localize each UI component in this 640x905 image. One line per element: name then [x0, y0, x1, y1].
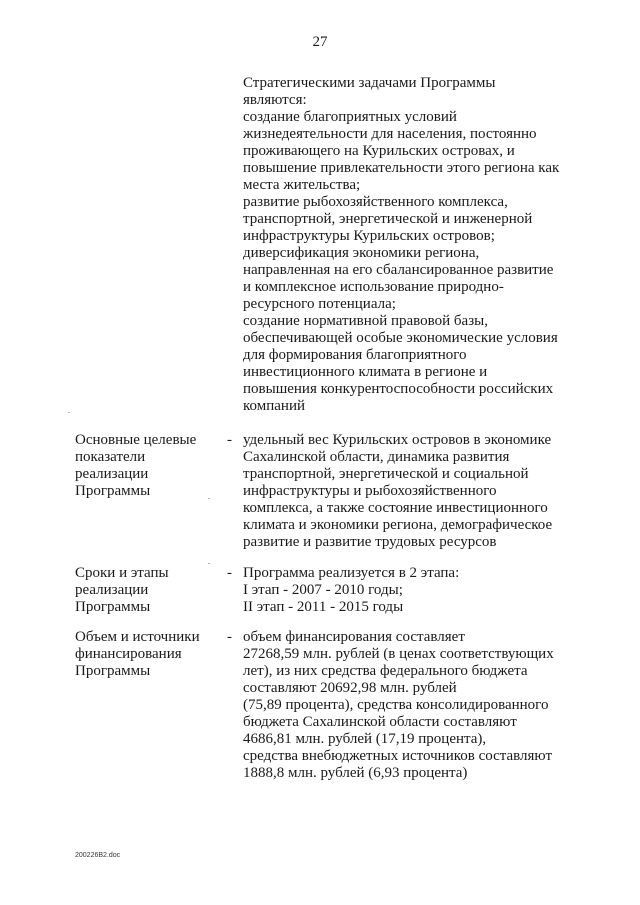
section-dash: -: [227, 565, 232, 581]
intro-line: места жительства;: [243, 177, 361, 193]
value-line: бюджета Сахалинской области составляют: [243, 714, 517, 730]
section-dash: -: [227, 629, 232, 645]
value-line: 27268,59 млн. рублей (в ценах соответствующих: [243, 646, 554, 662]
intro-line: и комплексное использование природно-: [243, 279, 504, 295]
label-line: показатели: [75, 449, 146, 465]
value-line: II этап - 2011 - 2015 годы: [243, 599, 404, 615]
intro-line: повышения конкурентоспособности российских: [243, 381, 554, 397]
intro-line: создание благоприятных условий: [243, 109, 457, 125]
strategic-tasks-text: [243, 75, 603, 415]
value-line: Программа реализуется в 2 этапа:: [243, 565, 460, 581]
label-line: Основные целевые: [75, 432, 197, 448]
label-line: реализации: [75, 466, 149, 482]
value-line: I этап - 2007 - 2010 годы;: [243, 582, 403, 598]
section-label: [75, 432, 225, 500]
label-line: Программы: [75, 663, 151, 679]
intro-line: направленная на его сбалансированное развитие: [243, 262, 554, 278]
value-line: удельный вес Курильских островов в экономике: [243, 432, 552, 448]
section-value: [243, 629, 613, 782]
value-line: объем финансирования составляет: [243, 629, 465, 645]
scan-speck: [68, 412, 70, 413]
scan-speck: [208, 498, 210, 499]
label-line: Программы: [75, 599, 151, 615]
intro-line: обеспечивающей особые экономические условия: [243, 330, 558, 346]
intro-line: транспортной, энергетической и инженерной: [243, 211, 533, 227]
section-dash: -: [227, 432, 232, 448]
scan-speck: [208, 563, 210, 564]
value-line: развитие и развитие трудовых ресурсов: [243, 534, 497, 550]
intro-line: развитие рыбохозяйственного комплекса,: [243, 194, 508, 210]
label-line: Программы: [75, 483, 151, 499]
value-line: 1888,8 млн. рублей (6,93 процента): [243, 765, 468, 781]
intro-line: инвестиционного климата в регионе и: [243, 364, 488, 380]
intro-line: повышение привлекательности этого региона как: [243, 160, 560, 176]
intro-line: ресурсного потенциала;: [243, 296, 396, 312]
intro-line: инфраструктуры Курильских островов;: [243, 228, 495, 244]
intro-line: создание нормативной правовой базы,: [243, 313, 488, 329]
label-line: финансирования: [75, 646, 182, 662]
value-line: 4686,81 млн. рублей (17,19 процента),: [243, 731, 487, 747]
intro-line: проживающего на Курильских островах, и: [243, 143, 515, 159]
section-label: [75, 629, 225, 680]
section-label: [75, 565, 225, 616]
intro-line: являются:: [243, 92, 307, 108]
value-line: инфраструктуры и рыбохозяйственного: [243, 483, 497, 499]
footer-file-code: 200226B2.doc: [75, 852, 121, 859]
value-line: составляют 20692,98 млн. рублей: [243, 680, 457, 696]
value-line: климата и экономики региона, демографическое: [243, 517, 553, 533]
value-line: комплекса, а также состояние инвестиционного: [243, 500, 548, 516]
page-number: 27: [312, 34, 328, 50]
label-line: Объем и источники: [75, 629, 200, 645]
value-line: средства внебюджетных источников составляют: [243, 748, 552, 764]
intro-line: диверсификация экономики региона,: [243, 245, 480, 261]
intro-line: компаний: [243, 398, 305, 414]
value-line: Сахалинской области, динамика развития: [243, 449, 510, 465]
intro-line: Стратегическими задачами Программы: [243, 75, 496, 91]
section-value: [243, 565, 613, 616]
value-line: транспортной, энергетической и социальной: [243, 466, 529, 482]
label-line: реализации: [75, 582, 149, 598]
section-value: [243, 432, 613, 551]
value-line: лет), из них средства федерального бюджета: [243, 663, 528, 679]
intro-line: для формирования благоприятного: [243, 347, 467, 363]
value-line: (75,89 процента), средства консолидированного: [243, 697, 549, 713]
intro-line: жизнедеятельности для населения, постоянно: [243, 126, 537, 142]
label-line: Сроки и этапы: [75, 565, 169, 581]
